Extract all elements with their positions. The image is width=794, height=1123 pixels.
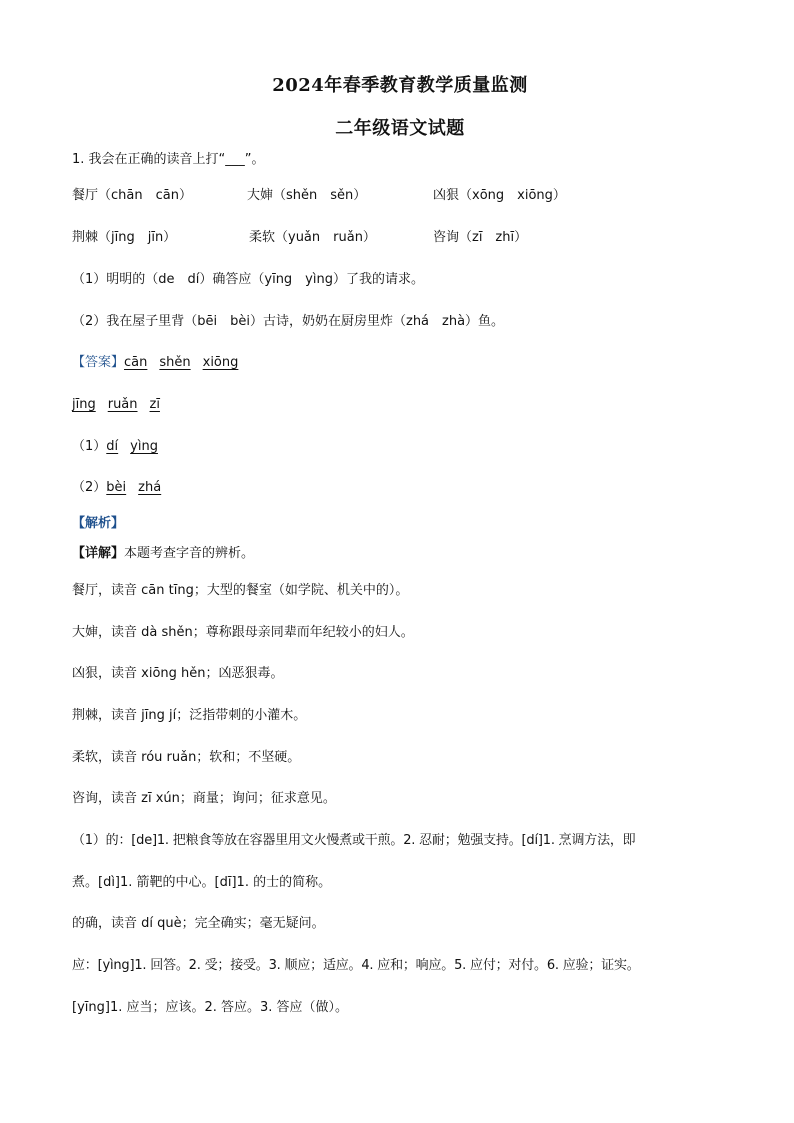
analysis-label: 【解析】 [72,516,125,531]
answer-pinyin: zhá [138,480,162,495]
analysis-line: （1）的：[de]1. 把粮食等放在容器里用文火慢煮或干煎。2. 忍耐；勉强支持。[dí]1. 烹调方法，即 [72,833,636,848]
question-sentence-2: （2）我在屋子里背（bēi bèi）古诗，奶奶在厨房里炸（zhá zhà）鱼。 [72,314,505,329]
answer-pinyin: zī [149,397,160,412]
answer-pinyin: bèi [106,480,127,495]
question-word: 柔软（yuǎn ruǎn） [249,230,376,245]
answer-pinyin: shěn [159,355,191,370]
answer-prefix: （2） [72,480,107,495]
analysis-line: 凶狠，读音 xiōng hěn；凶恶狠毒。 [72,666,284,681]
analysis-line: 柔软，读音 róu ruǎn；软和；不坚硬。 [72,750,301,765]
question-prompt: 1. 我会在正确的读音上打“___”。 [72,152,265,167]
answer-pinyin: dí [106,439,119,454]
answer-pinyin: jīng [72,397,96,412]
question-word: 咨询（zī zhī） [433,230,528,245]
question-word: 凶狠（xōng xiōng） [433,188,566,203]
detail-text: 本题考查字音的辨析。 [124,546,255,561]
answer-line-4 [72,479,173,497]
answer-label: 【答案】 [72,355,125,370]
answer-line-1 [72,354,250,372]
answer-line-3 [72,438,170,456]
answer-pinyin: yìng [130,439,158,454]
question-word: 大婶（shěn sěn） [247,188,367,203]
detail-label: 【详解】 [72,546,125,561]
analysis-heading [72,515,124,533]
analysis-line: 荆棘，读音 jīng jí；泛指带刺的小灌木。 [72,708,307,723]
question-sentence-1: （1）明明的（de dí）确答应（yīng yìng）了我的请求。 [72,272,424,287]
answer-pinyin: ruǎn [107,397,138,412]
answer-line-2 [72,396,172,414]
document-subtitle: 二年级语文试题 [335,118,465,139]
answer-prefix: （1） [72,439,107,454]
analysis-line: 大婶，读音 dà shěn；尊称跟母亲同辈而年纪较小的妇人。 [72,625,414,640]
analysis-line: 餐厅，读音 cān tīng；大型的餐室（如学院、机关中的）。 [72,583,409,598]
question-word: 餐厅（chān cān） [72,188,192,203]
detail-line [72,545,254,563]
question-word: 荆棘（jīng jīn） [72,230,177,245]
document-title: 2024年春季教育教学质量监测 [272,75,528,96]
analysis-line: 煮。[dì]1. 箭靶的中心。[dī]1. 的士的简称。 [72,875,332,890]
answer-pinyin: xiōng [202,355,239,370]
analysis-line: 的确，读音 dí què；完全确实；毫无疑问。 [72,916,325,931]
answer-pinyin: cān [124,355,148,370]
analysis-line: 应：[yìng]1. 回答。2. 受；接受。3. 顺应；适应。4. 应和；响应。5. 应付；对付。6. 应验；证实。 [72,958,640,973]
analysis-line: [yīng]1. 应当；应该。2. 答应。3. 答应（做）。 [72,1000,349,1015]
analysis-line: 咨询，读音 zī xún；商量；询问；征求意见。 [72,791,336,806]
